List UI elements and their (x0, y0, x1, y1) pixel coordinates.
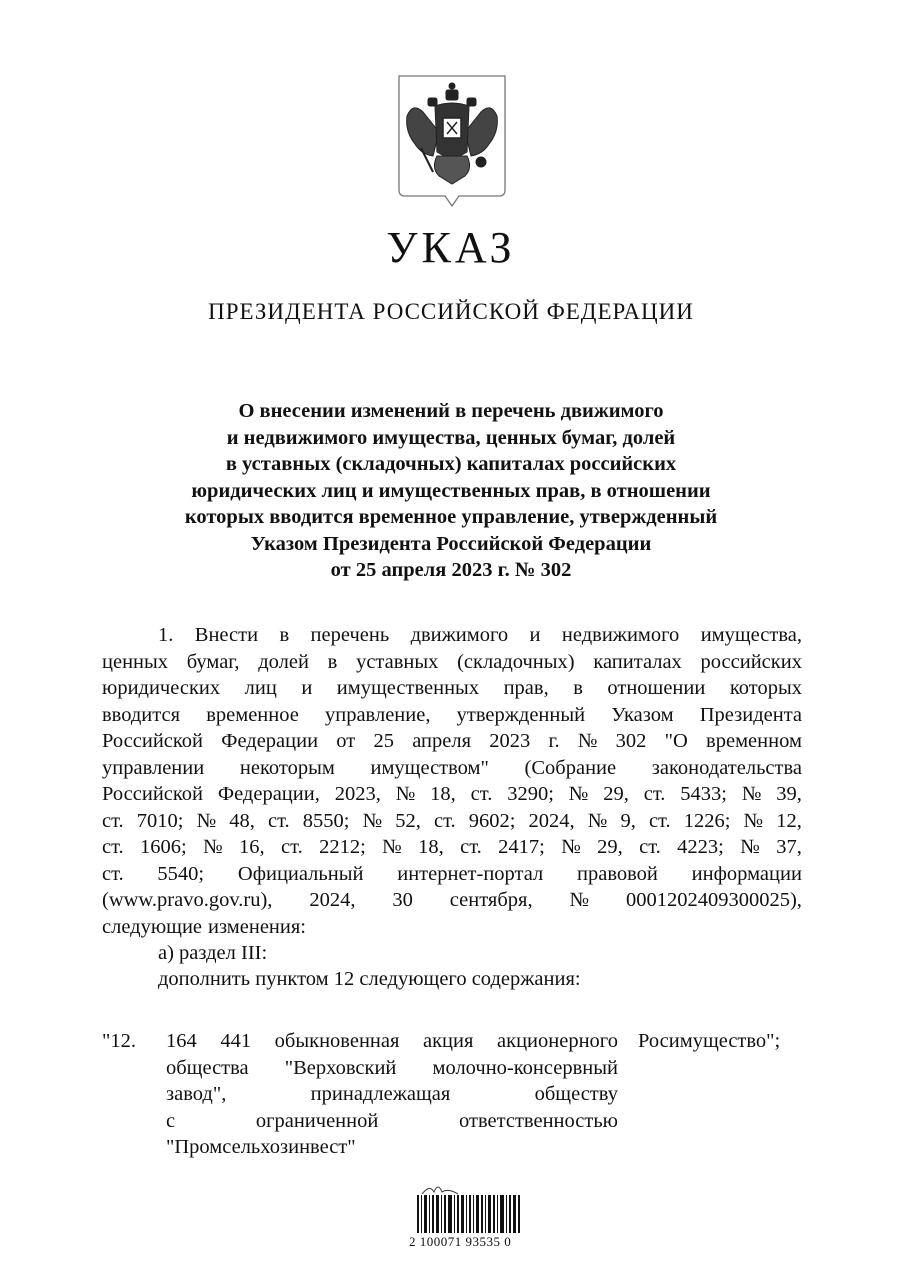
word: ограниченной (255, 1109, 379, 1132)
word: завод", (166, 1083, 227, 1105)
signature-mark-icon (420, 1180, 460, 1196)
word: капиталах (593, 650, 682, 673)
body-line (102, 702, 802, 729)
word: которых (729, 677, 802, 699)
word: ответственностью (459, 1109, 618, 1132)
word: 0001202409300025), (625, 889, 802, 911)
word: интернет-портал (397, 862, 544, 885)
word: Президента (699, 703, 802, 726)
coat-of-arms-icon (393, 72, 511, 212)
word: лиц (244, 677, 277, 699)
word: движимого (410, 624, 509, 646)
word: апреля (412, 730, 471, 752)
word: 2024, (309, 889, 356, 911)
item-line (166, 1055, 618, 1082)
word: ст. (281, 836, 303, 858)
word: 16, (239, 836, 265, 858)
body-line (102, 781, 802, 808)
word: от (336, 730, 356, 752)
word: Внести (194, 624, 259, 646)
body-line (102, 675, 802, 702)
word: 164 (166, 1030, 197, 1052)
word: № (741, 783, 762, 805)
heading-line: Указом Президента Российской Федерации (250, 532, 652, 555)
word: 8550; (302, 809, 350, 832)
word: Российской (102, 730, 204, 752)
word: Официальный (237, 862, 364, 885)
word: 9, (620, 809, 636, 832)
word: и (529, 624, 541, 646)
word: ст. (643, 783, 666, 805)
word: № (362, 809, 383, 832)
word: ст. (102, 836, 124, 858)
word: ст. (639, 836, 661, 858)
word: 1. (158, 624, 174, 646)
word: 5433; (680, 783, 727, 805)
word: 29, (603, 783, 629, 805)
word: с (166, 1109, 176, 1132)
word: уставных (356, 650, 439, 673)
word: законодательства (651, 756, 802, 779)
word: 5540; (157, 862, 205, 885)
word: российских (700, 650, 802, 673)
item-number: "12. (102, 1030, 136, 1052)
word: № (743, 809, 764, 832)
heading-line: О внесении изменений в перечень движимого (238, 400, 664, 422)
word: обществу (534, 1083, 618, 1105)
word: в (327, 650, 338, 673)
word: 302 (615, 730, 647, 752)
word: акция (423, 1030, 474, 1052)
word: и (301, 677, 313, 699)
word: вводится (102, 703, 181, 726)
word: долей (258, 650, 309, 673)
word: ст. (267, 809, 290, 832)
document-title: УКАЗ (386, 223, 516, 272)
word: акционерного (497, 1030, 618, 1052)
word: управление, (324, 703, 431, 726)
word: Федерации (221, 730, 319, 752)
word: ст. (433, 809, 456, 832)
word: 12, (776, 809, 802, 832)
body-line (102, 808, 802, 835)
word: 2417; (498, 836, 545, 858)
word: молочно-консервный (432, 1056, 618, 1079)
word: ст. (470, 783, 493, 805)
word: № (568, 783, 589, 805)
word: № (577, 730, 598, 752)
word: сентября, (449, 889, 533, 911)
word: имущества, (700, 624, 802, 646)
word: некоторым (239, 756, 335, 779)
word: 441 (220, 1030, 252, 1052)
body-line (102, 755, 802, 782)
word: 29, (597, 836, 623, 858)
word: бумаг, (186, 650, 240, 673)
barcode-icon (417, 1195, 522, 1233)
word: Указом (611, 703, 674, 726)
word: изменения: (208, 915, 307, 938)
heading-line: которых вводится временное управление, утвержденный (184, 506, 718, 528)
document-subtitle: ПРЕЗИДЕНТА РОССИЙСКОЙ ФЕДЕРАЦИИ (208, 299, 694, 324)
word: 2023, (334, 783, 381, 805)
paragraph-1 (102, 622, 802, 940)
word: 9602; (468, 809, 516, 832)
barcode-number: 2 100071 93535 0 (409, 1234, 512, 1249)
heading-line: и недвижимого имущества, ценных бумаг, долей (226, 426, 676, 449)
word: 18, (418, 836, 444, 858)
subsection-a: а) раздел III: (158, 942, 268, 964)
body-line (102, 887, 802, 914)
word: Федерации, (217, 783, 320, 805)
word: 2212; (319, 836, 366, 858)
word: 37, (776, 836, 802, 858)
word: ценных (102, 650, 169, 673)
word: информации (691, 862, 802, 885)
word: 2024, (528, 809, 575, 832)
word: в (573, 677, 583, 699)
heading-line: в уставных (складочных) капиталах российских (225, 453, 677, 475)
word: 25 (373, 730, 394, 752)
word: 30 (392, 889, 413, 911)
word: управлении (102, 756, 205, 779)
word: № (569, 889, 590, 911)
word: перечень (310, 624, 390, 646)
body-line (102, 622, 802, 649)
word: Российской (102, 783, 204, 805)
body-line (102, 649, 802, 676)
word: ст. (460, 836, 482, 858)
word: № (740, 836, 760, 858)
item-line (166, 1028, 618, 1055)
word: № (561, 836, 581, 858)
subsection-a-text: дополнить пунктом 12 следующего содержания: (158, 968, 581, 990)
word: принадлежащая (310, 1083, 451, 1105)
word: 4223; (677, 836, 724, 858)
item-line (166, 1134, 618, 1161)
item-manager: Росимущество"; (638, 1030, 781, 1052)
word: "Промсельхозинвест" (166, 1136, 356, 1158)
word: "Верховский (284, 1056, 397, 1079)
word: 48, (229, 809, 255, 832)
word: обыкновенная (274, 1030, 400, 1052)
heading-line: юридических лиц и имущественных прав, в отношении (191, 479, 711, 502)
word: временном (706, 730, 802, 752)
word: 2023 (489, 730, 531, 752)
word: ст. (102, 809, 124, 832)
word: 52, (395, 809, 421, 832)
word: юридических (102, 677, 221, 699)
word: (www.pravo.gov.ru), (102, 889, 273, 911)
word: "О (664, 730, 688, 752)
word: следующие (102, 915, 203, 938)
word: 1226; (683, 809, 731, 832)
word: утвержденный (456, 703, 586, 726)
word: 39, (776, 783, 802, 805)
word: № (196, 809, 217, 832)
word: 18, (430, 783, 456, 805)
word: временное (206, 703, 299, 726)
decree-heading (120, 398, 782, 584)
item-line (166, 1108, 618, 1135)
word: отношении (607, 677, 706, 699)
word: г. (548, 730, 560, 752)
word: прав, (503, 677, 549, 699)
word: общества (166, 1056, 249, 1079)
heading-line: от 25 апреля 2023 г. № 302 (330, 559, 572, 581)
word: имуществом" (370, 756, 489, 779)
body-line (102, 728, 802, 755)
word: имущественных (336, 677, 480, 699)
word: 7010; (136, 809, 184, 832)
word: ст. (648, 809, 671, 832)
word: № (203, 836, 223, 858)
word: 3290; (507, 783, 554, 805)
word: № (587, 809, 608, 832)
item-line (166, 1081, 618, 1108)
body-line (102, 914, 802, 941)
word: (Собрание (524, 756, 617, 779)
word: ст. (102, 862, 124, 885)
word: 1606; (140, 836, 187, 858)
body-line (102, 834, 802, 861)
word: недвижимого (561, 624, 680, 646)
word: № (395, 783, 416, 805)
word: правовой (577, 862, 658, 885)
word: в (279, 624, 290, 646)
word: (складочных) (457, 650, 575, 673)
body-line (102, 861, 802, 888)
item-description (166, 1028, 618, 1161)
word: № (382, 836, 402, 858)
